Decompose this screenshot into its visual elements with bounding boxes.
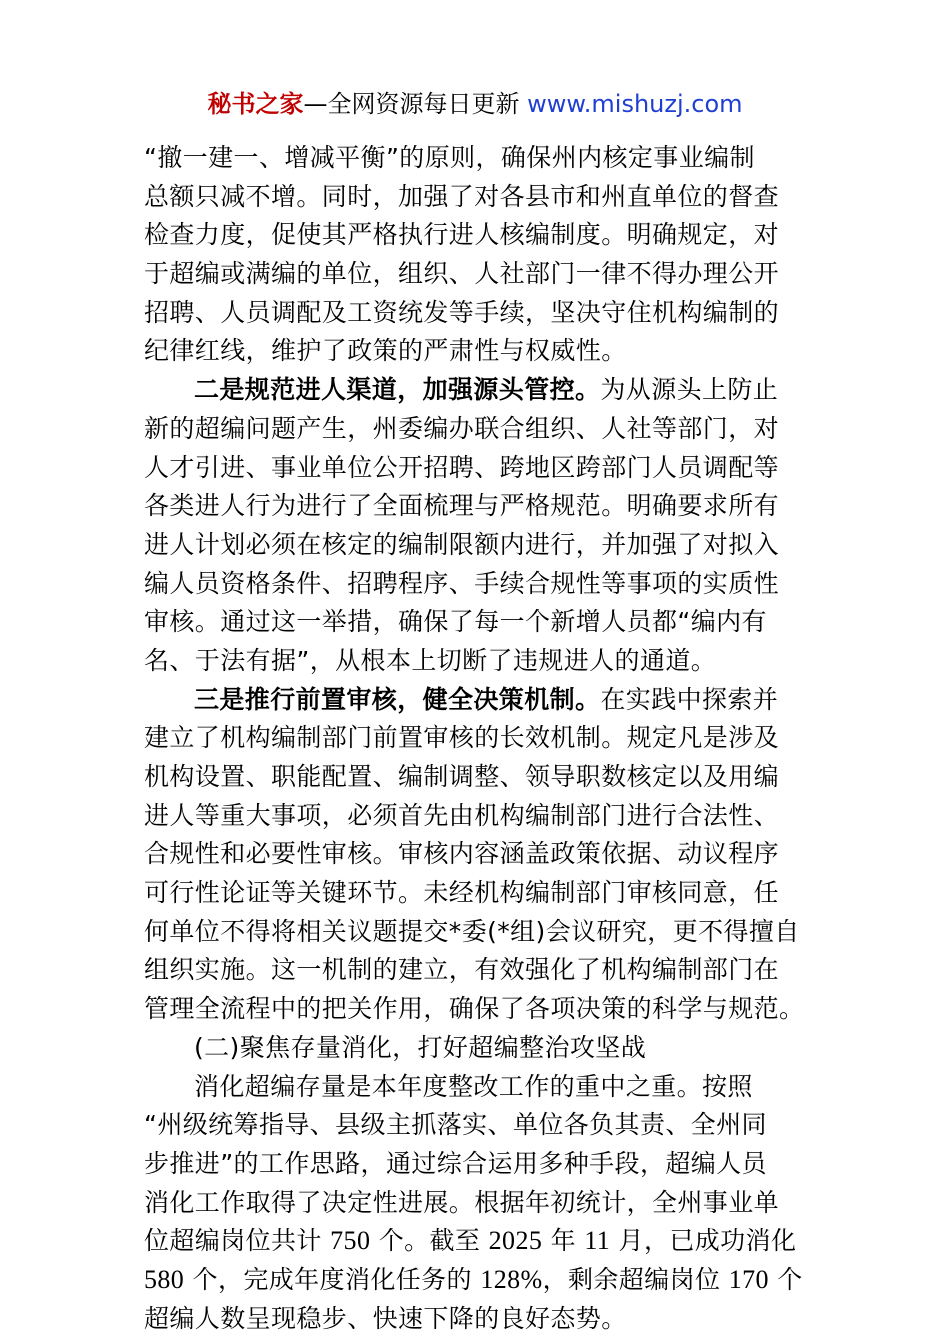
text-run: 月，已成功消化 xyxy=(610,1226,797,1256)
bold-heading-2: 二是规范进人渠道，加强源头管控。 xyxy=(194,375,601,405)
text-line: 新的超编问题产生，州委编办联合组织、人社等部门，对 xyxy=(144,413,780,443)
text-line: 机构设置、职能配置、编制调整、领导职数核定以及用编 xyxy=(144,762,780,791)
text-line: 纪律红线，维护了政策的严肃性与权威性。 xyxy=(144,336,627,366)
brand-name: 秘书之家 xyxy=(207,90,304,118)
text-run: 年 xyxy=(542,1226,585,1256)
paragraph-3-first-line xyxy=(144,681,814,720)
stats-line-2 xyxy=(144,1261,814,1300)
text-line: 招聘、人员调配及工资统发等手续，坚决守住机构编制的 xyxy=(144,297,780,327)
text-line: 步推进”的工作思路，通过综合运用多种手段，超编人员 xyxy=(144,1148,767,1178)
text-line: 各类进人行为进行了全面梳理与严格规范。明确要求所有 xyxy=(144,491,780,521)
text-line: 人才引进、事业单位公开招聘、跨地区跨部门人员调配等 xyxy=(144,452,780,482)
number-value: 750 xyxy=(330,1226,371,1256)
text-run: 为从源头上防止 xyxy=(600,375,779,405)
text-run: ，剩余超编岗位 xyxy=(542,1264,729,1294)
text-line: 总额只减不增。同时，加强了对各县市和州直单位的督查 xyxy=(144,181,780,211)
site-url-link[interactable]: www.mishuzj.com xyxy=(527,90,743,118)
text-run: 在实践中探索并 xyxy=(600,684,779,714)
text-line: 消化工作取得了决定性进展。根据年初统计，全州事业单 xyxy=(144,1187,780,1217)
stats-line-1 xyxy=(144,1222,814,1261)
bold-heading-3: 三是推行前置审核，健全决策机制。 xyxy=(194,684,601,714)
header-tagline: 全网资源每日更新 xyxy=(327,90,520,118)
text-line: 超编人数呈现稳步、快速下降的良好态势。 xyxy=(144,1303,627,1333)
text-line: 编人员资格条件、招聘程序、手续合规性等事项的实质性 xyxy=(144,568,780,598)
text-line: 于超编或满编的单位，组织、人社部门一律不得办理公开 xyxy=(144,259,780,289)
text-line: 消化超编存量是本年度整改工作的重中之重。按照 xyxy=(194,1071,753,1101)
text-line: 何单位不得将相关议题提交*委(*组)会议研究，更不得擅自 xyxy=(144,916,800,946)
site-header xyxy=(0,84,950,124)
paragraph-2-first-line xyxy=(144,371,814,410)
text-line: 进人等重大事项，必须首先由机构编制部门进行合法性、 xyxy=(144,800,780,830)
text-line: 组织实施。这一机制的建立，有效强化了机构编制部门在 xyxy=(144,955,780,985)
text-run: 个。截至 xyxy=(370,1226,489,1256)
text-run: 个 xyxy=(768,1264,803,1294)
header-separator: — xyxy=(303,90,328,118)
text-line: 合规性和必要性审核。审核内容涵盖政策依据、动议程序 xyxy=(144,839,780,869)
number-value: 170 xyxy=(728,1264,769,1294)
number-value: 2025 xyxy=(488,1226,543,1256)
text-line: 名、于法有据”，从根本上切断了违规进人的通道。 xyxy=(144,645,717,675)
text-line: 建立了机构编制部门前置审核的长效机制。规定凡是涉及 xyxy=(144,723,780,753)
text-run: 个，完成年度消化任务的 xyxy=(184,1264,481,1294)
number-value: 580 xyxy=(144,1264,185,1294)
text-run: 位超编岗位共计 xyxy=(144,1226,331,1256)
section-heading: (二)聚焦存量消化，打好超编整治攻坚战 xyxy=(194,1032,647,1062)
text-line: 可行性论证等关键环节。未经机构编制部门审核同意，任 xyxy=(144,878,780,908)
text-line: 管理全流程中的把关作用，确保了各项决策的科学与规范。 xyxy=(144,994,805,1024)
number-value: 11 xyxy=(584,1226,611,1256)
text-line: 检查力度，促使其严格执行进人核编制度。明确规定，对 xyxy=(144,220,780,250)
text-line: “州级统筹指导、县级主抓落实、单位各负其责、全州同 xyxy=(144,1110,767,1140)
text-line: 进人计划必须在核定的编制限额内进行，并加强了对拟入 xyxy=(144,529,780,559)
document-body xyxy=(144,139,814,1338)
text-line: “撤一建一、增减平衡”的原则，确保州内核定事业编制 xyxy=(144,143,755,172)
number-value: 128% xyxy=(480,1264,543,1294)
text-line: 审核。通过这一举措，确保了每一个新增人员都“编内有 xyxy=(144,607,767,637)
